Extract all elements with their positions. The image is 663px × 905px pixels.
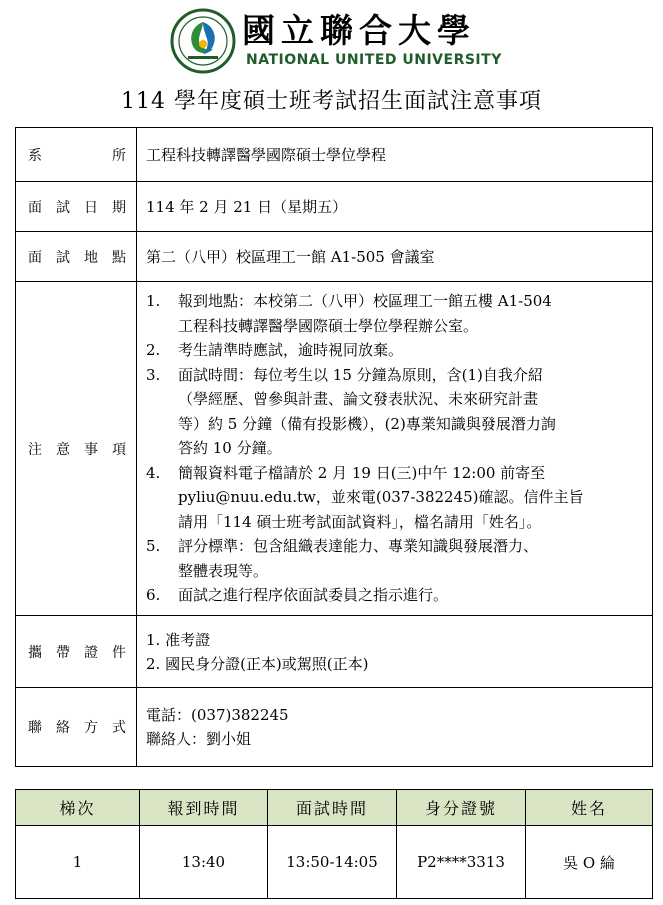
note-number: 4. xyxy=(146,463,161,482)
date-value: 114 年 2 月 21 日（星期五） xyxy=(137,182,653,232)
dept-row xyxy=(16,128,653,182)
carry-label: 攜帶證件 xyxy=(16,616,137,688)
dept-label: 系所 xyxy=(16,128,137,182)
carry-item: 1. 准考證 xyxy=(146,630,211,649)
note-item xyxy=(146,338,646,363)
note-line: 等）約 5 分鐘（備有投影機），(2)專業知識與發展潛力詢 xyxy=(178,414,556,433)
note-number: 5. xyxy=(146,537,161,556)
notes-row xyxy=(16,282,653,616)
university-logo xyxy=(170,8,500,74)
contact-label: 聯絡方式 xyxy=(16,688,137,767)
table-row xyxy=(16,826,653,899)
col-header-checkin: 報到時間 xyxy=(140,790,268,826)
note-line: 面試之進行程序依面試委員之指示進行。 xyxy=(178,586,449,605)
carry-row xyxy=(16,616,653,688)
note-number: 3. xyxy=(146,365,161,384)
note-line: 請用「114 碩士班考試面試資料」，檔名請用「姓名」。 xyxy=(178,512,542,531)
carry-cell xyxy=(137,616,653,688)
note-line: 面試時間：每位考生以 15 分鐘為原則，含(1)自我介紹 xyxy=(178,365,543,384)
place-value: 第二（八甲）校區理工一館 A1-505 會議室 xyxy=(137,232,653,282)
note-item xyxy=(146,534,646,583)
note-item xyxy=(146,289,646,338)
col-header-name: 姓名 xyxy=(526,790,653,826)
note-line: 整體表現等。 xyxy=(178,561,269,580)
notes-label: 注意事項 xyxy=(16,282,137,616)
interview-schedule-table xyxy=(15,789,653,899)
note-line: 報到地點：本校第二（八甲）校區理工一館五樓 A1-504 xyxy=(178,292,552,311)
note-line: 考生請準時應試，逾時視同放棄。 xyxy=(178,341,404,360)
date-label: 面試日期 xyxy=(16,182,137,232)
col-header-session: 梯次 xyxy=(16,790,140,826)
date-row xyxy=(16,182,653,232)
cell-interview-time: 13:50-14:05 xyxy=(268,826,397,899)
note-line: 簡報資料電子檔請於 2 月 19 日(三)中午 12:00 前寄至 xyxy=(178,463,546,482)
place-row xyxy=(16,232,653,282)
carry-item: 2. 國民身分證(正本)或駕照(正本) xyxy=(146,654,369,673)
note-number: 2. xyxy=(146,341,161,360)
cell-name: 吳 O 綸 xyxy=(526,826,653,899)
schedule-header-row xyxy=(16,790,653,826)
note-line: 工程科技轉譯醫學國際碩士學位學程辦公室。 xyxy=(178,316,479,335)
note-line: pyliu@nuu.edu.tw，並來電(037-382245)確認。信件主旨 xyxy=(178,488,584,507)
cell-id-number: P2****3313 xyxy=(397,826,526,899)
dept-value: 工程科技轉譯醫學國際碩士學位學程 xyxy=(137,128,653,182)
contact-row xyxy=(16,688,653,767)
note-item xyxy=(146,461,646,535)
note-number: 1. xyxy=(146,292,161,311)
notes-list xyxy=(146,289,646,608)
logo-english-name: NATIONAL UNITED UNIVERSITY xyxy=(246,52,502,68)
note-line: 評分標準：包含組織表達能力、專業知識與發展潛力、 xyxy=(178,537,539,556)
col-header-interview-time: 面試時間 xyxy=(268,790,397,826)
place-label: 面試地點 xyxy=(16,232,137,282)
contact-cell xyxy=(137,688,653,767)
document-title: 114 學年度碩士班考試招生面試注意事項 xyxy=(121,89,542,114)
cell-session: 1 xyxy=(16,826,140,899)
contact-phone: 電話：(037)382245 xyxy=(146,706,289,724)
note-number: 6. xyxy=(146,586,161,605)
cell-checkin: 13:40 xyxy=(140,826,268,899)
note-item xyxy=(146,583,646,608)
logo-chinese-name: 國立聯合大學 xyxy=(242,11,476,50)
contact-person: 聯絡人：劉小姐 xyxy=(146,730,252,748)
col-header-id-number: 身分證號 xyxy=(397,790,526,826)
interview-info-table xyxy=(15,127,653,767)
university-seal-icon xyxy=(170,8,236,74)
note-item xyxy=(146,363,646,461)
notes-cell xyxy=(137,282,653,616)
note-line: （學經歷、曾參與計畫、論文發表狀況、未來研究計畫 xyxy=(178,390,539,409)
note-line: 答約 10 分鐘。 xyxy=(178,439,282,458)
